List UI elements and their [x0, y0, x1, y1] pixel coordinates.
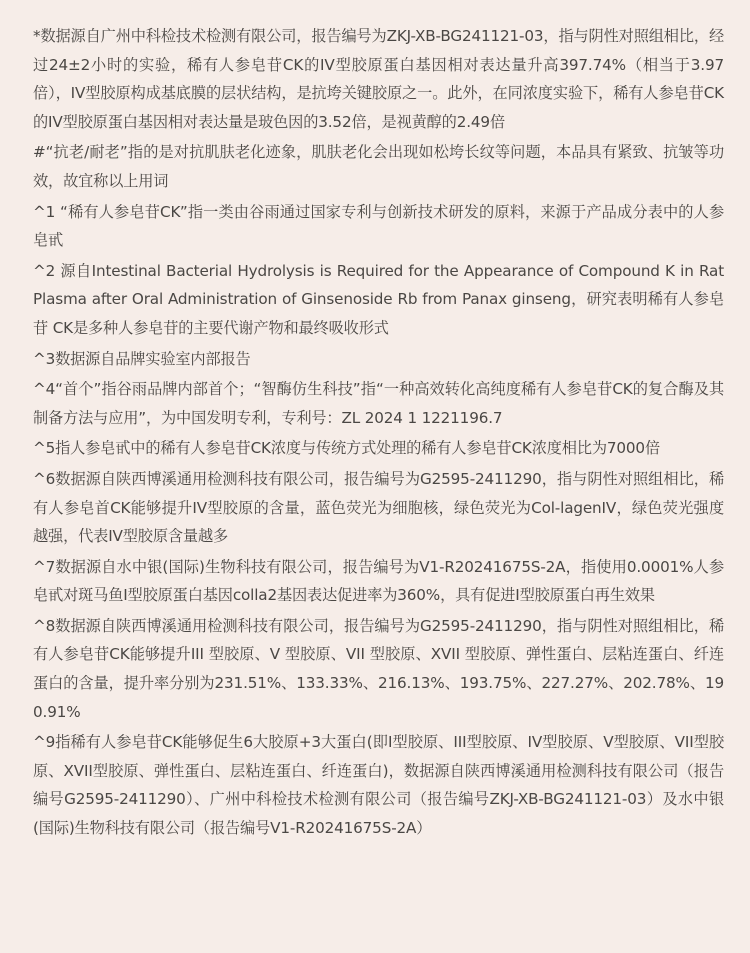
footnote-5: ^5指人参皂甙中的稀有人参皂苷CK浓度与传统方式处理的稀有人参皂苷CK浓度相比为7000倍 [33, 439, 660, 458]
footnote-2: ^2 源自Intestinal Bacterial Hydrolysis is Required for the Appearance of Compound K in Rat Plasma after Oral Administration of Ginsenoside Rb from Panax ginseng，研究表明稀有人参皂苷 CK是多种人参皂苷的主要代谢产物和最终吸收形式 [33, 261, 724, 337]
footnote-6: ^6数据源自陕西博溪通用检测科技有限公司，报告编号为G2595-2411290，指与阴性对照组相比，稀有人参皂首CK能够提升IV型胶原的含量，蓝色荧光为细胞核，绿色荧光为Col-lagenIV，绿色荧光强度越强，代表IV型胶原含量越多 [33, 469, 724, 546]
footnote-7: ^7数据源自水中银(国际)生物科技有限公司，报告编号为V1-R20241675S-2A，指使用0.0001%人参皂甙对斑马鱼Ⅰ型胶原蛋白基因colla2基因表达促进率为360%，具有促进Ⅰ型胶原蛋白再生效果 [33, 557, 724, 605]
footnote-asterisk: *数据源自广州中科检技术检测有限公司，报告编号为ZKJ-XB-BG241121-03，指与阴性对照组相比，经过24±2小时的实验，稀有人参皂苷CK的IV型胶原蛋白基因相对表达量升高397.74%（相当于3.97倍），IV型胶原构成基底膜的层状结构，是抗垮关键胶原之一。此外，在同浓度实验下，稀有人参皂苷CK的IV型胶原蛋白基因相对表达量是玻色因的3.52倍，是视黄醇的2.49倍 [33, 27, 724, 131]
footnote-3: ^3数据源自品牌实验室内部报告 [33, 349, 251, 368]
footnote-1: ^1 “稀有人参皂苷CK”指一类由谷雨通过国家专利与创新技术研发的原料，来源于产品成分表中的人参皂甙 [33, 202, 724, 250]
footnote-8: ^8数据源自陕西博溪通用检测科技有限公司，报告编号为G2595-2411290，指与阴性对照组相比，稀有人参皂苷CK能够提升III 型胶原、V 型胶原、VII 型胶原、XVII 型胶原、弹性蛋白、层粘连蛋白、纤连蛋白的含量，提升率分别为231.51%、133.33%、216.13%、193.75%、227.27%、202.78%、190.91% [33, 616, 724, 721]
footnote-9: ^9指稀有人参皂苷CK能够促生6大胶原+3大蛋白(即Ⅰ型胶原、III型胶原、IV型胶原、V型胶原、VII型胶原、XVII型胶原、弹性蛋白、层粘连蛋白、纤连蛋白)，数据源自陕西博溪通用检测科技有限公司（报告编号G2595-2411290）、广州中科检技术检测有限公司（报告编号ZKJ-XB-BG241121-03）及水中银(国际)生物科技有限公司（报告编号V1-R20241675S-2A） [33, 733, 724, 838]
footnote-4: ^4“首个”指谷雨品牌内部首个；“智酶仿生科技”指“一种高效转化高纯度稀有人参皂苷CK的复合酶及其制备方法与应用”，为中国发明专利，专利号：ZL 2024 1 1221196.7 [33, 380, 724, 427]
footnote-hash: #“抗老/耐老”指的是对抗肌肤老化迹象，肌肤老化会出现如松垮长纹等问题，本品具有紧致、抗皱等功效，故宜称以上用词 [33, 143, 724, 190]
